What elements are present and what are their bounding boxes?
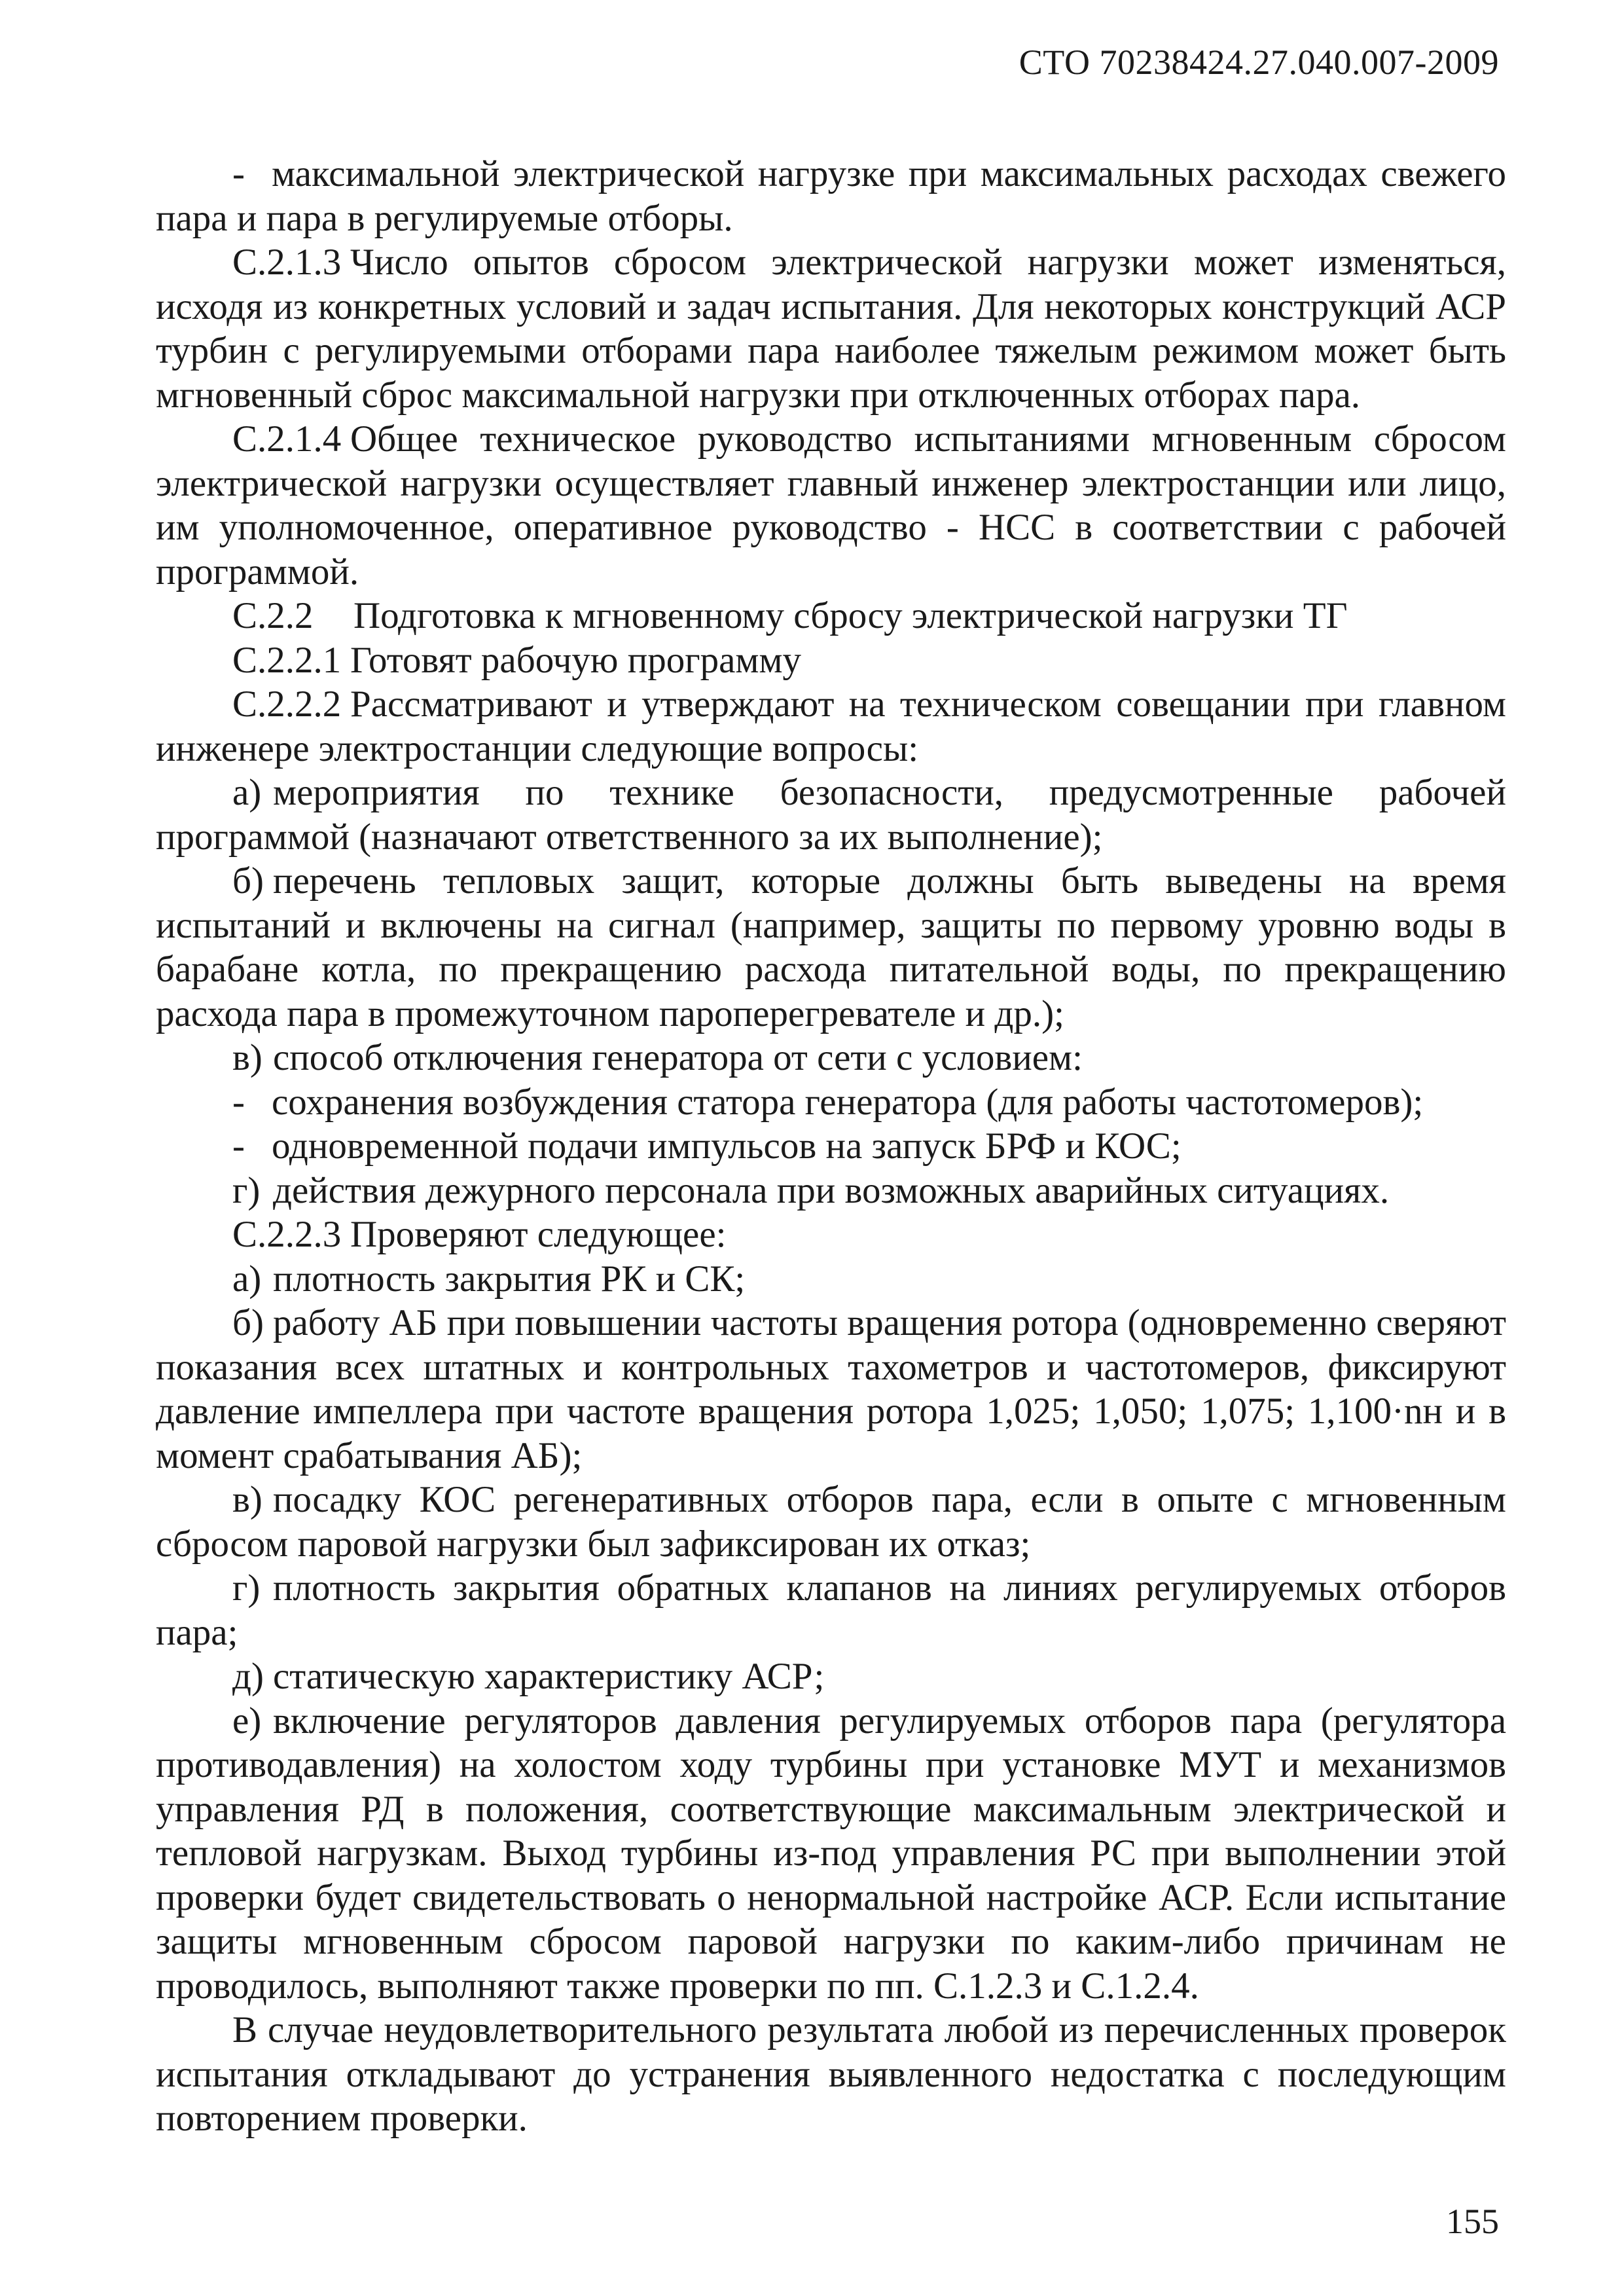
list-item <box>156 1478 1506 1566</box>
paragraph-text: мероприятия по технике безопасности, предусмотренные рабочей программой (назначают ответственного за их выполнение); <box>156 772 1506 858</box>
paragraph-text: сохранения возбуждения статора генератора (для работы частотомеров); <box>272 1081 1424 1123</box>
section-number: С.2.2.1 <box>232 639 342 681</box>
section-paragraph <box>156 682 1506 771</box>
paragraph-text: посадку КОС регенеративных отборов пара, если в опыте с мгновенным сбросом паровой нагрузки был зафиксирован их отказ; <box>156 1479 1506 1565</box>
paragraph-text: плотность закрытия обратных клапанов на линиях регулируемых отборов пара; <box>156 1567 1506 1653</box>
list-item <box>156 1654 1506 1699</box>
item-marker: г) <box>232 1169 261 1211</box>
section-number: С.2.1.3 <box>232 242 342 283</box>
section-number: С.2.1.4 <box>232 418 342 460</box>
item-marker: а) <box>232 1258 262 1300</box>
dash-mark: - <box>232 1125 245 1167</box>
section-heading <box>156 594 1506 638</box>
list-item <box>156 771 1506 859</box>
paragraph-text: действия дежурного персонала при возможных аварийных ситуациях. <box>273 1169 1390 1211</box>
item-marker: е) <box>232 1700 262 1741</box>
paragraph-text: Число опытов сбросом электрической нагрузки может изменяться, исходя из конкретных условий и задач испытания. Для некоторых конструкций АСР турбин с регулируемыми отборами пара наиболее тяжелым режимом может быть мгновенный сброс максимальной нагрузки при отключенных отборах пара. <box>156 242 1506 416</box>
section-paragraph <box>156 638 1506 683</box>
paragraph-text: перечень тепловых защит, которые должны быть выведены на время испытаний и включены на сигнал (например, защиты по первому уровню воды в барабане котла, по прекращению расхода питательной воды, по прекращению расхода пара в промежуточном пароперегревателе и др.); <box>156 860 1506 1034</box>
section-number: С.2.2.2 <box>232 683 342 725</box>
item-marker: б) <box>232 860 264 902</box>
document-body <box>156 152 1506 2141</box>
item-marker: а) <box>232 772 262 813</box>
section-paragraph <box>156 1212 1506 1257</box>
item-marker: в) <box>232 1479 262 1520</box>
page-number: 155 <box>1446 2202 1499 2241</box>
paragraph-text: Готовят рабочую программу <box>350 639 802 681</box>
list-item <box>156 1257 1506 1302</box>
list-item <box>156 152 1506 240</box>
item-marker: б) <box>232 1302 264 1343</box>
item-marker: д) <box>232 1656 264 1697</box>
list-item <box>156 859 1506 1036</box>
list-item <box>156 1080 1506 1125</box>
list-item <box>156 1124 1506 1169</box>
section-number: С.2.2 <box>232 595 314 636</box>
section-paragraph <box>156 240 1506 417</box>
paragraph-text: включение регуляторов давления регулируемых отборов пара (регулятора противодавления) на холостом ходу турбины при установке МУТ и механизмов управления РД в положения, соответствующие максимальным электрической и тепловой нагрузкам. Выход турбины из-под управления РС при выполнении этой проверки будет свидетельствовать о ненормальной настройке АСР. Если испытание защиты мгновенным сбросом паровой нагрузки по каким-либо причинам не проводилось, выполняют также проверки по пп. С.1.2.3 и С.1.2.4. <box>156 1700 1506 2007</box>
section-number: С.2.2.3 <box>232 1214 342 1255</box>
dash-mark: - <box>232 153 245 194</box>
section-paragraph <box>156 417 1506 594</box>
paragraph-text: Общее техническое руководство испытаниями мгновенным сбросом электрической нагрузки осуществляет главный инженер электростанции или лицо, им уполномоченное, оперативное руководство - НСС в соответствии с рабочей программой. <box>156 418 1506 592</box>
list-item <box>156 1169 1506 1213</box>
item-marker: г) <box>232 1567 261 1609</box>
list-item <box>156 1036 1506 1080</box>
document-code-header: СТО 70238424.27.040.007-2009 <box>1019 43 1499 82</box>
paragraph-text: Проверяют следующее: <box>350 1214 727 1255</box>
closing-paragraph: В случае неудовлетворительного результата любой из перечисленных проверок испытания откладывают до устранения выявленного недостатка с последующим повторением проверки. <box>156 2009 1506 2139</box>
dash-mark: - <box>232 1081 245 1123</box>
list-item <box>156 1566 1506 1654</box>
section-title: Подготовка к мгновенному сбросу электрической нагрузки ТГ <box>353 595 1348 636</box>
paragraph-text: одновременной подачи импульсов на запуск БРФ и КОС; <box>272 1125 1182 1167</box>
paragraph-text: статическую характеристику АСР; <box>273 1656 825 1697</box>
paragraph-text: способ отключения генератора от сети с условием: <box>273 1037 1083 1078</box>
list-item <box>156 1301 1506 1478</box>
paragraph-text: плотность закрытия РК и СК; <box>273 1258 746 1300</box>
paragraph-text: Рассматривают и утверждают на техническом совещании при главном инженере электростанции следующие вопросы: <box>156 683 1506 769</box>
item-marker: в) <box>232 1037 262 1078</box>
paragraph-text: работу АБ при повышении частоты вращения ротора (одновременно сверяют показания всех штатных и контрольных тахометров и частотомеров, фиксируют давление импеллера при частоте вращения ротора 1,025; 1,050; 1,075; 1,100·nн и в момент срабатывания АБ); <box>156 1302 1506 1476</box>
paragraph-text: максимальной электрической нагрузке при максимальных расходах свежего пара и пара в регулируемые отборы. <box>156 153 1506 239</box>
list-item <box>156 1699 1506 2009</box>
